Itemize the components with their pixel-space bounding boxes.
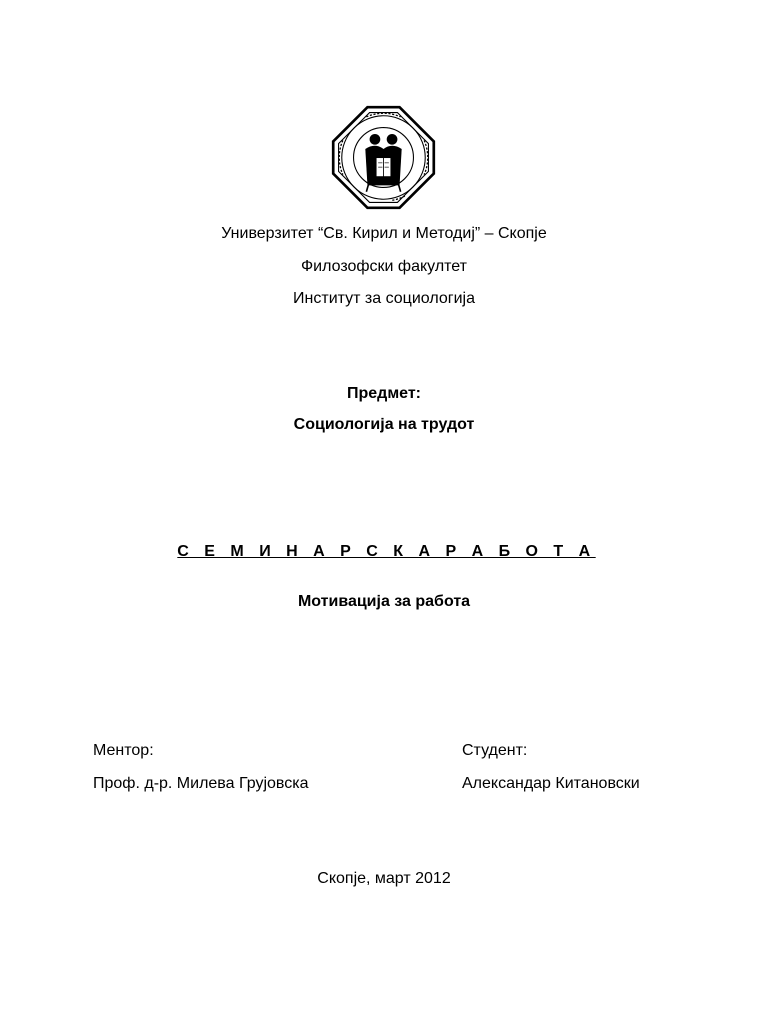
subject-label: Предмет:: [346, 385, 421, 402]
work-type-text: С Е М И Н А Р С К А Р А Б О Т А: [177, 543, 596, 560]
student-label: Студент:: [462, 742, 528, 759]
faculty-name: Филозофски факултет: [300, 258, 467, 275]
university-seal-logo: [330, 104, 437, 211]
institute-name: Институт за социологија: [293, 290, 475, 307]
subject-name: Социологија на трудот: [293, 416, 475, 433]
work-type-heading: [0, 542, 768, 562]
mentor-name: Проф. д-р. Милева Грујовска: [93, 775, 309, 792]
place-date: Скопје, март 2012: [317, 870, 451, 887]
student-name: Александар Китановски: [462, 775, 640, 792]
mentor-label: Ментор:: [93, 742, 154, 759]
work-title: Мотивација за работа: [297, 593, 471, 610]
university-name: Универзитет “Св. Кирил и Методиј” – Скопје: [221, 225, 547, 242]
